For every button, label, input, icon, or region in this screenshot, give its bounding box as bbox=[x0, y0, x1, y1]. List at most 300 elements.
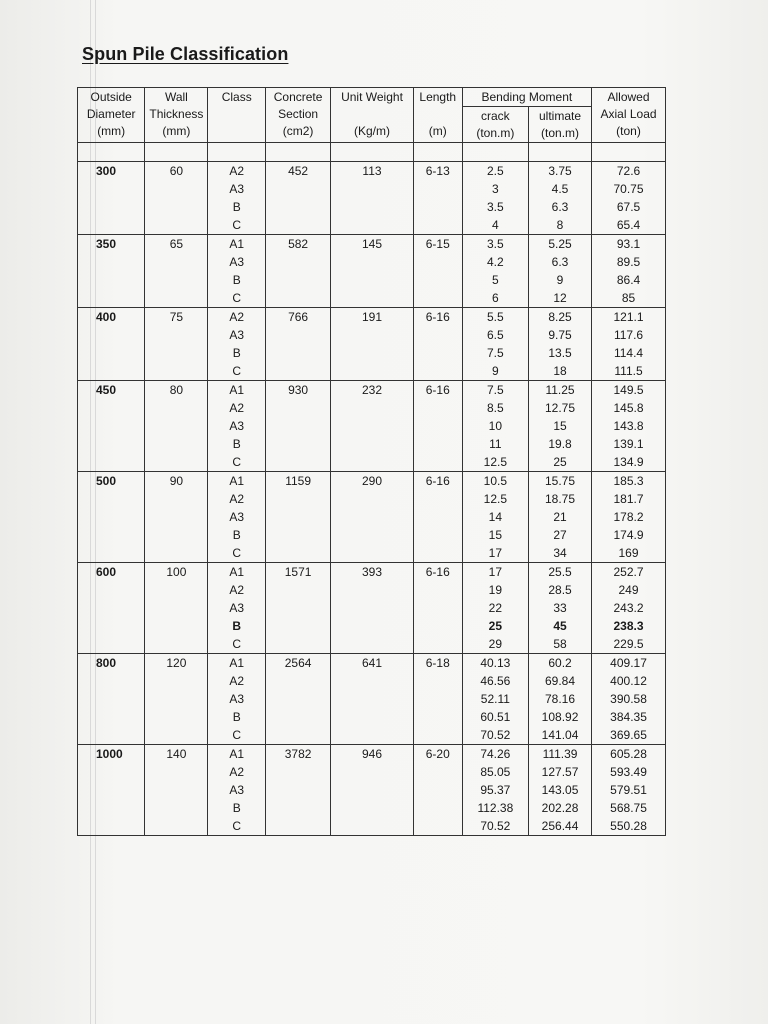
cell-ultimate-value: 256.44 bbox=[541, 819, 579, 833]
header-bending-moment: Bending Moment bbox=[462, 88, 591, 107]
cell-unit-weight-value: 641 bbox=[361, 656, 383, 670]
cell-length-value: 6-16 bbox=[425, 383, 450, 397]
header-line: (mm) bbox=[97, 124, 126, 138]
cell-length-value: 6-15 bbox=[425, 237, 450, 251]
cell-class-value: B bbox=[232, 710, 241, 724]
header-outside-diameter bbox=[78, 88, 145, 143]
cell-axial-load-value: 93.1 bbox=[616, 237, 641, 251]
cell-length-value: 6-16 bbox=[425, 310, 450, 324]
cell-axial-load-value: 384.35 bbox=[610, 710, 647, 724]
cell-class-value: B bbox=[232, 273, 241, 287]
cell-class bbox=[208, 563, 266, 654]
cell-concrete-section bbox=[266, 381, 331, 472]
cell-wall-thickness-value: 60 bbox=[169, 164, 184, 178]
cell-axial-load-value: 400.12 bbox=[610, 674, 647, 688]
cell-ultimate-value: 60.2 bbox=[548, 656, 572, 670]
cell-axial-load-value: 409.17 bbox=[610, 656, 647, 670]
header-row bbox=[78, 88, 666, 107]
cell-class-value: A3 bbox=[229, 255, 245, 269]
cell-ultimate-value: 19.8 bbox=[548, 437, 572, 451]
cell-ultimate-value: 141.04 bbox=[541, 728, 579, 742]
cell-diameter bbox=[78, 654, 145, 745]
cell-crack-value: 10 bbox=[488, 419, 503, 433]
cell-crack-value: 4.2 bbox=[487, 255, 504, 269]
cell-crack-value: 6 bbox=[492, 291, 499, 305]
header-line: Allowed bbox=[607, 90, 650, 104]
cell-length bbox=[413, 308, 462, 381]
cell-class bbox=[208, 472, 266, 563]
cell-length bbox=[413, 381, 462, 472]
cell-length-value: 6-13 bbox=[425, 164, 450, 178]
cell-crack-value: 2.5 bbox=[487, 164, 504, 178]
cell-class-value: A1 bbox=[229, 656, 245, 670]
header-line: Length bbox=[419, 90, 457, 104]
cell-axial-load-value: 169 bbox=[618, 546, 639, 560]
cell-crack-value: 8.5 bbox=[487, 401, 504, 415]
cell-ultimate-value: 69.84 bbox=[545, 674, 576, 688]
header-length bbox=[413, 88, 462, 143]
cell-class-value: A2 bbox=[229, 765, 245, 779]
cell-ultimate-value: 8 bbox=[556, 218, 564, 232]
cell-ultimate-value: 6.3 bbox=[551, 200, 569, 214]
cell-crack-value: 70.52 bbox=[480, 819, 511, 833]
table-row bbox=[78, 654, 666, 745]
cell-crack-value: 3.5 bbox=[487, 200, 504, 214]
cell-class-value: B bbox=[232, 801, 241, 815]
cell-axial-load bbox=[592, 563, 666, 654]
cell-class-value: A3 bbox=[229, 419, 245, 433]
cell-class-value: A1 bbox=[229, 474, 245, 488]
cell-axial-load-value: 143.8 bbox=[613, 419, 644, 433]
cell-crack-value: 22 bbox=[488, 601, 503, 615]
cell-crack-value: 5.5 bbox=[487, 310, 504, 324]
header-line: Axial Load bbox=[600, 107, 657, 121]
cell-unit-weight-value: 290 bbox=[361, 474, 383, 488]
cell-crack-value: 17 bbox=[488, 546, 503, 560]
cell-axial-load-value: 238.3 bbox=[613, 619, 644, 633]
cell-wall-thickness bbox=[145, 654, 208, 745]
cell-length bbox=[413, 654, 462, 745]
cell-class-value: B bbox=[232, 619, 242, 633]
cell-wall-thickness-value: 140 bbox=[166, 747, 187, 761]
cell-unit-weight bbox=[331, 381, 414, 472]
cell-crack-value: 29 bbox=[488, 637, 503, 651]
cell-ultimate-value: 15.75 bbox=[545, 474, 576, 488]
cell-crack-value: 3 bbox=[492, 182, 499, 196]
cell-class-value: C bbox=[232, 218, 242, 232]
table-body bbox=[78, 143, 666, 836]
cell-crack-value: 52.11 bbox=[480, 692, 510, 706]
cell-class bbox=[208, 381, 266, 472]
cell-class-value: A2 bbox=[229, 310, 245, 324]
cell-crack bbox=[462, 162, 528, 235]
header-wall-thickness bbox=[145, 88, 208, 143]
cell-ultimate-value: 11.25 bbox=[545, 383, 575, 397]
cell-class bbox=[208, 654, 266, 745]
cell-concrete-section-value: 766 bbox=[288, 310, 309, 324]
cell-ultimate bbox=[529, 308, 592, 381]
cell-axial-load-value: 243.2 bbox=[613, 601, 644, 615]
cell-ultimate-value: 15 bbox=[553, 419, 567, 433]
cell-ultimate-value: 8.25 bbox=[548, 310, 572, 324]
header-line: (m) bbox=[428, 124, 447, 138]
cell-axial-load-value: 249 bbox=[618, 583, 639, 597]
header-line: Class bbox=[221, 90, 252, 104]
cell-ultimate-value: 58 bbox=[553, 637, 567, 651]
cell-axial-load-value: 229.5 bbox=[613, 637, 644, 651]
cell-wall-thickness-value: 75 bbox=[169, 310, 184, 324]
cell-class-value: A2 bbox=[229, 401, 245, 415]
header-line: crack bbox=[481, 109, 510, 123]
cell-crack-value: 5 bbox=[492, 273, 499, 287]
cell-wall-thickness-value: 90 bbox=[169, 474, 184, 488]
header-line bbox=[414, 106, 462, 123]
cell-class-value: C bbox=[232, 364, 242, 378]
cell-ultimate-value: 18.75 bbox=[545, 492, 576, 506]
cell-ultimate-value: 12.75 bbox=[545, 401, 576, 415]
cell-crack bbox=[462, 745, 528, 836]
cell-axial-load-value: 252.7 bbox=[613, 565, 644, 579]
cell-class-value: A1 bbox=[229, 747, 245, 761]
cell-ultimate-value: 25.5 bbox=[548, 565, 572, 579]
cell-concrete-section bbox=[266, 235, 331, 308]
cell-diameter-value: 500 bbox=[96, 474, 117, 488]
cell-axial-load-value: 65.4 bbox=[616, 218, 641, 232]
header-line: (Kg/m) bbox=[354, 124, 390, 138]
cell-wall-thickness bbox=[145, 563, 208, 654]
cell-crack-value: 9 bbox=[492, 364, 499, 378]
cell-axial-load-value: 390.58 bbox=[610, 692, 647, 706]
cell-class-value: C bbox=[232, 819, 242, 833]
cell-class-value: B bbox=[232, 528, 241, 542]
cell-class-value: C bbox=[232, 728, 242, 742]
header-crack bbox=[462, 107, 528, 143]
cell-axial-load bbox=[592, 381, 666, 472]
cell-length-value: 6-20 bbox=[425, 747, 450, 761]
cell-diameter bbox=[78, 235, 145, 308]
cell-class-value: B bbox=[232, 200, 241, 214]
header-line: Diameter bbox=[86, 107, 136, 121]
cell-unit-weight bbox=[331, 308, 414, 381]
cell-class-value: A2 bbox=[229, 674, 245, 688]
cell-axial-load-value: 85 bbox=[621, 291, 636, 305]
cell-ultimate-value: 9.75 bbox=[548, 328, 572, 342]
cell-length-value: 6-16 bbox=[425, 565, 450, 579]
cell-class-value: A3 bbox=[229, 601, 245, 615]
header-line: (ton.m) bbox=[476, 126, 515, 140]
cell-class bbox=[208, 235, 266, 308]
cell-ultimate bbox=[529, 235, 592, 308]
table-row bbox=[78, 381, 666, 472]
cell-crack-value: 3.5 bbox=[487, 237, 504, 251]
cell-crack-value: 12.5 bbox=[483, 455, 508, 469]
cell-wall-thickness bbox=[145, 308, 208, 381]
cell-axial-load-value: 114.4 bbox=[613, 346, 644, 360]
cell-unit-weight-value: 946 bbox=[361, 747, 383, 761]
cell-ultimate-value: 111.39 bbox=[542, 747, 578, 761]
cell-ultimate bbox=[529, 381, 592, 472]
cell-diameter bbox=[78, 308, 145, 381]
cell-concrete-section bbox=[266, 654, 331, 745]
cell-axial-load-value: 149.5 bbox=[613, 383, 644, 397]
cell-class-value: A2 bbox=[229, 164, 245, 178]
cell-axial-load-value: 568.75 bbox=[610, 801, 647, 815]
cell-crack-value: 17 bbox=[488, 565, 503, 579]
cell-length-value: 6-18 bbox=[425, 656, 450, 670]
cell-axial-load bbox=[592, 745, 666, 836]
cell-concrete-section-value: 3782 bbox=[284, 747, 312, 761]
cell-crack-value: 95.37 bbox=[480, 783, 511, 797]
cell-crack bbox=[462, 563, 528, 654]
cell-unit-weight-value: 393 bbox=[361, 565, 383, 579]
table-row bbox=[78, 162, 666, 235]
cell-axial-load bbox=[592, 162, 666, 235]
cell-axial-load-value: 70.75 bbox=[613, 182, 644, 196]
cell-ultimate-value: 21 bbox=[553, 510, 567, 524]
cell-ultimate-value: 25 bbox=[553, 455, 567, 469]
cell-wall-thickness bbox=[145, 162, 208, 235]
cell-unit-weight-value: 232 bbox=[361, 383, 383, 397]
cell-diameter bbox=[78, 745, 145, 836]
cell-axial-load-value: 86.4 bbox=[616, 273, 641, 287]
cell-diameter bbox=[78, 162, 145, 235]
cell-class-value: A3 bbox=[229, 692, 245, 706]
page-title: Spun Pile Classification bbox=[82, 44, 289, 64]
cell-crack-value: 25 bbox=[488, 619, 503, 633]
cell-axial-load-value: 72.6 bbox=[616, 164, 641, 178]
cell-unit-weight-value: 145 bbox=[361, 237, 383, 251]
header-unit-weight bbox=[331, 88, 414, 143]
cell-axial-load-value: 121.1 bbox=[613, 310, 644, 324]
cell-class-value: A2 bbox=[229, 492, 245, 506]
cell-crack-value: 60.51 bbox=[480, 710, 511, 724]
cell-ultimate-value: 127.57 bbox=[541, 765, 579, 779]
cell-ultimate-value: 45 bbox=[553, 619, 567, 633]
cell-crack-value: 7.5 bbox=[487, 346, 504, 360]
cell-ultimate-value: 12 bbox=[553, 291, 567, 305]
cell-ultimate-value: 28.5 bbox=[548, 583, 572, 597]
cell-wall-thickness-value: 65 bbox=[169, 237, 184, 251]
cell-class-value: A3 bbox=[229, 328, 245, 342]
header-line: ultimate bbox=[539, 109, 582, 123]
cell-class-value: C bbox=[232, 455, 242, 469]
cell-class-value: C bbox=[232, 546, 242, 560]
cell-crack-value: 70.52 bbox=[480, 728, 511, 742]
cell-class-value: B bbox=[232, 346, 241, 360]
cell-crack-value: 7.5 bbox=[487, 383, 504, 397]
cell-unit-weight bbox=[331, 563, 414, 654]
cell-ultimate-value: 13.5 bbox=[548, 346, 572, 360]
header-allowed-axial-load bbox=[592, 88, 666, 143]
table-row bbox=[78, 308, 666, 381]
header-concrete-section bbox=[266, 88, 331, 143]
cell-diameter-value: 600 bbox=[96, 565, 117, 579]
cell-length bbox=[413, 472, 462, 563]
cell-concrete-section-value: 1159 bbox=[285, 474, 311, 488]
cell-ultimate-value: 4.5 bbox=[551, 182, 569, 196]
cell-class-value: C bbox=[232, 291, 242, 305]
cell-crack-value: 6.5 bbox=[487, 328, 504, 342]
cell-concrete-section-value: 452 bbox=[288, 164, 309, 178]
cell-concrete-section-value: 2564 bbox=[284, 656, 312, 670]
cell-unit-weight bbox=[331, 745, 414, 836]
cell-ultimate-value: 18 bbox=[553, 364, 567, 378]
cell-length bbox=[413, 162, 462, 235]
cell-ultimate-value: 3.75 bbox=[548, 164, 572, 178]
cell-class-value: C bbox=[232, 637, 242, 651]
cell-concrete-section bbox=[266, 308, 331, 381]
header-line: Thickness bbox=[149, 107, 204, 121]
cell-concrete-section-value: 582 bbox=[288, 237, 309, 251]
cell-axial-load-value: 139.1 bbox=[613, 437, 644, 451]
cell-axial-load bbox=[592, 654, 666, 745]
cell-axial-load-value: 185.3 bbox=[613, 474, 644, 488]
cell-crack-value: 40.13 bbox=[480, 656, 511, 670]
cell-axial-load-value: 181.7 bbox=[613, 492, 644, 506]
cell-diameter-value: 350 bbox=[96, 237, 117, 251]
cell-length-value: 6-16 bbox=[425, 474, 450, 488]
cell-diameter-value: 800 bbox=[96, 656, 117, 670]
cell-concrete-section bbox=[266, 745, 331, 836]
cell-wall-thickness bbox=[145, 381, 208, 472]
table-row bbox=[78, 235, 666, 308]
cell-axial-load-value: 178.2 bbox=[613, 510, 644, 524]
cell-concrete-section-value: 930 bbox=[288, 383, 309, 397]
cell-axial-load-value: 174.9 bbox=[613, 528, 644, 542]
cell-crack bbox=[462, 472, 528, 563]
header-line: (ton.m) bbox=[541, 126, 580, 140]
cell-concrete-section bbox=[266, 563, 331, 654]
cell-crack-value: 12.5 bbox=[483, 492, 508, 506]
cell-crack bbox=[462, 381, 528, 472]
cell-unit-weight bbox=[331, 162, 414, 235]
cell-crack-value: 10.5 bbox=[483, 474, 508, 488]
cell-axial-load-value: 111.5 bbox=[614, 364, 643, 378]
cell-diameter-value: 400 bbox=[96, 310, 117, 324]
cell-crack-value: 112.38 bbox=[477, 801, 514, 815]
cell-length bbox=[413, 563, 462, 654]
header-line: Unit Weight bbox=[341, 90, 403, 104]
cell-crack-value: 85.05 bbox=[480, 765, 511, 779]
cell-ultimate-value: 27 bbox=[553, 528, 567, 542]
cell-class-value: B bbox=[232, 437, 241, 451]
cell-ultimate bbox=[529, 472, 592, 563]
cell-ultimate-value: 143.05 bbox=[541, 783, 579, 797]
cell-unit-weight-value: 113 bbox=[362, 164, 382, 178]
cell-axial-load-value: 605.28 bbox=[610, 747, 647, 761]
cell-class-value: A1 bbox=[229, 383, 245, 397]
spacer-row bbox=[78, 143, 666, 162]
cell-class-value: A1 bbox=[229, 565, 245, 579]
cell-ultimate-value: 78.16 bbox=[545, 692, 576, 706]
cell-class-value: A1 bbox=[229, 237, 245, 251]
cell-diameter-value: 1000 bbox=[96, 747, 123, 761]
cell-ultimate-value: 6.3 bbox=[551, 255, 569, 269]
header-line: Section bbox=[278, 107, 319, 121]
cell-length bbox=[413, 235, 462, 308]
cell-crack-value: 74.26 bbox=[480, 747, 511, 761]
cell-diameter-value: 300 bbox=[96, 164, 117, 178]
table-row bbox=[78, 472, 666, 563]
header-line: Outside bbox=[90, 90, 132, 104]
cell-diameter bbox=[78, 472, 145, 563]
cell-axial-load-value: 593.49 bbox=[610, 765, 647, 779]
cell-unit-weight bbox=[331, 654, 414, 745]
cell-class-value: A2 bbox=[229, 583, 245, 597]
cell-class-value: A3 bbox=[229, 783, 245, 797]
header-line: Wall bbox=[164, 90, 188, 104]
cell-axial-load-value: 145.8 bbox=[613, 401, 644, 415]
cell-ultimate bbox=[529, 654, 592, 745]
cell-ultimate bbox=[529, 162, 592, 235]
cell-axial-load-value: 369.65 bbox=[610, 728, 647, 742]
cell-ultimate bbox=[529, 745, 592, 836]
cell-crack-value: 19 bbox=[488, 583, 503, 597]
cell-class bbox=[208, 745, 266, 836]
cell-axial-load bbox=[592, 235, 666, 308]
cell-axial-load bbox=[592, 472, 666, 563]
cell-diameter bbox=[78, 381, 145, 472]
cell-class-value: A3 bbox=[229, 182, 245, 196]
cell-concrete-section bbox=[266, 162, 331, 235]
cell-axial-load-value: 89.5 bbox=[616, 255, 641, 269]
cell-crack-value: 11 bbox=[489, 437, 502, 451]
header-line: Concrete bbox=[273, 90, 323, 104]
cell-concrete-section bbox=[266, 472, 331, 563]
spun-pile-table bbox=[77, 87, 666, 836]
header-line bbox=[331, 106, 413, 123]
cell-diameter bbox=[78, 563, 145, 654]
cell-wall-thickness-value: 120 bbox=[166, 656, 187, 670]
cell-crack bbox=[462, 654, 528, 745]
cell-axial-load-value: 67.5 bbox=[616, 200, 641, 214]
cell-crack-value: 46.56 bbox=[480, 674, 511, 688]
cell-wall-thickness bbox=[145, 472, 208, 563]
cell-unit-weight-value: 191 bbox=[361, 310, 383, 324]
cell-ultimate-value: 33 bbox=[553, 601, 567, 615]
cell-crack-value: 4 bbox=[492, 218, 499, 232]
cell-diameter-value: 450 bbox=[96, 383, 117, 397]
cell-axial-load-value: 579.51 bbox=[610, 783, 647, 797]
cell-class bbox=[208, 308, 266, 381]
cell-concrete-section-value: 1571 bbox=[284, 565, 312, 579]
cell-ultimate-value: 5.25 bbox=[548, 237, 572, 251]
header-ultimate bbox=[529, 107, 592, 143]
cell-crack bbox=[462, 235, 528, 308]
cell-crack bbox=[462, 308, 528, 381]
cell-ultimate-value: 202.28 bbox=[541, 801, 579, 815]
cell-axial-load bbox=[592, 308, 666, 381]
cell-wall-thickness-value: 100 bbox=[166, 565, 187, 579]
cell-axial-load-value: 550.28 bbox=[610, 819, 647, 833]
cell-unit-weight bbox=[331, 235, 414, 308]
cell-axial-load-value: 134.9 bbox=[613, 455, 644, 469]
header-line: (cm2) bbox=[282, 124, 314, 138]
cell-ultimate-value: 9 bbox=[556, 273, 564, 287]
cell-wall-thickness-value: 80 bbox=[169, 383, 184, 397]
header-line: (mm) bbox=[162, 124, 191, 138]
cell-length bbox=[413, 745, 462, 836]
cell-wall-thickness bbox=[145, 235, 208, 308]
cell-unit-weight bbox=[331, 472, 414, 563]
cell-ultimate bbox=[529, 563, 592, 654]
cell-crack-value: 14 bbox=[488, 510, 503, 524]
cell-crack-value: 15 bbox=[488, 528, 503, 542]
header-line: (ton) bbox=[616, 124, 641, 138]
cell-class bbox=[208, 162, 266, 235]
table-row bbox=[78, 745, 666, 836]
cell-axial-load-value: 117.6 bbox=[613, 328, 644, 342]
